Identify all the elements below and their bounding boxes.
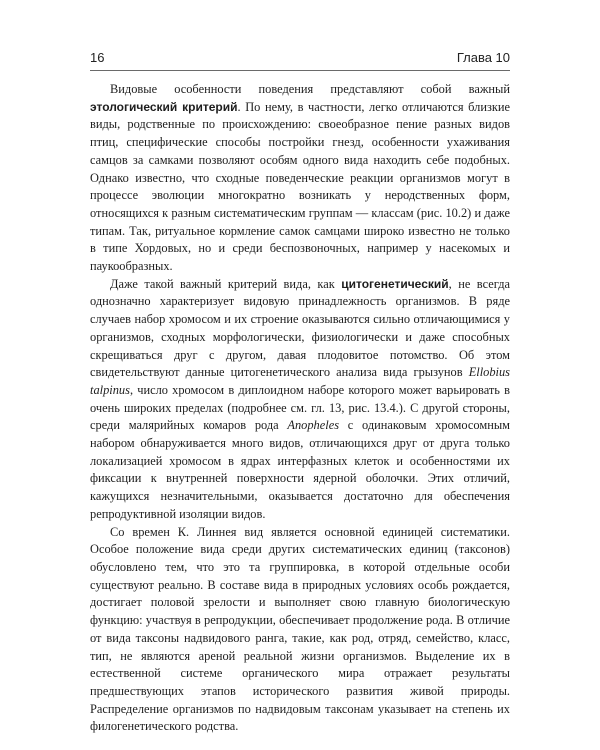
paragraph-text: с одинаковым хромосомным набором обнаруживается много видов, отличающихся друг от друга только локализацией хромосом в ядрах интерфазных клеток и особенностями их фиксации к внутренней поверхности ядерной оболочки. Этих отличий, кажущихся незначительными, оказывается достаточно для обеспечения репродуктивной изоляции видов. xyxy=(90,418,510,521)
paragraph-ethological xyxy=(90,81,510,276)
paragraph-text: , число хромосом в диплоидном наборе которого может варьировать в очень широких пределах (подробнее см. гл. 13, рис. 13.4.). С другой стороны, среди малярийных комаров рода xyxy=(90,382,510,433)
page-header xyxy=(90,50,510,72)
paragraph-text: , не всегда однозначно характеризует видовую принадлежность организмов. В ряде случаев набор хромосом и их строение оказываются сильно отличающимися у организмов, сходных морфологически, физиологически и даже способных скрещиваться друг с другом, давая плодовитое потомство. Об этом свидетельствуют данные цитогенетического анализа вида грызунов xyxy=(90,276,510,380)
chapter-title: Глава 10 xyxy=(456,50,510,65)
species-name: Ellobius talpinus xyxy=(90,365,510,397)
paragraph-cytogenetic xyxy=(90,276,510,524)
header-divider xyxy=(90,70,510,71)
paragraph-linnaeus xyxy=(90,524,510,736)
paragraph-text: . По нему, в частности, легко отличаются близкие виды, родственные по происхождению: своеобразное пение разных видов птиц, специфические способы постройки гнезд, особенности ухаживания самцов за самками позволяют особям одного вида находить себе подобных. Однако известно, что сходные поведенческие реакции организмов могут в процессе эволюции многократно возникать у неродственных форм, относящихся к разным систематическим группам — классам (рис. 10.2) и даже типам. Так, ритуальное кормление самок самцами широко известно не только в типе Хордовых, но и среди беспозвоночных, например у насекомых и паукообразных. xyxy=(90,99,510,274)
paragraph-text: Видовые особенности поведения представляют собой важный xyxy=(110,82,510,96)
term-cytogenetic: цитогенетический xyxy=(341,276,449,291)
term-ethological: этологический критерий xyxy=(90,99,238,114)
paragraph-text: Даже такой важный критерий вида, как xyxy=(110,276,342,291)
body-text xyxy=(90,81,510,736)
page-number: 16 xyxy=(90,50,105,65)
genus-name: Anopheles xyxy=(287,418,340,433)
paragraph-text: Со времен К. Линнея вид является основной единицей систематики. Особое положение вида среди других систематических единиц (таксонов) обусловлено тем, что это та группировка, в которой отдельные особи существуют реально. В составе вида в природных условиях особь рождается, достигает половой зрелости и выполняет свою главную биологическую функцию: участвуя в репродукции, обеспечивает продолжение рода. В отличие от вида таксоны надвидового ранга, такие, как род, отряд, семейство, класс, тип, не являются ареной реальной жизни организмов. Выделение их в естественной системе органического мира отражает результаты предшествующих этапов исторического развития живой природы. Распределение организмов по надвидовым таксонам указывает на степень их филогенетического родства. xyxy=(90,524,510,734)
